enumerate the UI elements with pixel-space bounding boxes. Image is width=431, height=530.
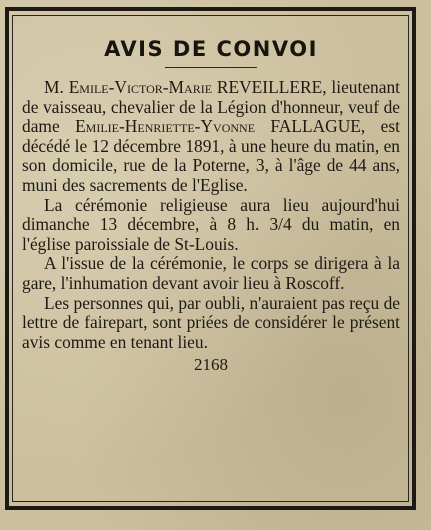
notice-paragraph-ceremony: La cérémonie religieuse aura lieu aujourd'hui dimanche 13 décembre, à 8 h. 3/4 du matin, en l'église paroissiale de St-Louis.: [22, 194, 400, 254]
deceased-description: , lieutenant de vaisseau, chevalier de la Légion d'honneur, veuf de dame: [22, 77, 400, 137]
deceased-prefix: M.: [44, 77, 69, 97]
death-details: , est décédé le 12 décembre 1891, à une heure du matin, en son domicile, rue de la Poterne, 3, à l'âge de 44 ans, muni des sacrements de l'Eglise.: [22, 116, 400, 195]
deceased-surname: REVEILLERE: [212, 77, 323, 97]
funeral-notice: [22, 22, 400, 492]
deceased-first-names: Emile-Victor-Marie: [68, 77, 213, 97]
notice-title: AVIS DE CONVOI: [104, 37, 318, 61]
spouse-surname: FALLAGUE: [255, 116, 361, 137]
notice-paragraph-deceased: [22, 78, 400, 196]
title-rule: [165, 67, 257, 68]
notice-paragraph-closing: Les personnes qui, par oubli, n'auraient pas reçu de lettre de fairepart, sont priées de considérer le présent avis comme en tenant lieu.: [22, 292, 400, 352]
notice-number: 2168: [194, 355, 228, 375]
notice-paragraph-burial: A l'issue de la cérémonie, le corps se dirigera à la gare, l'inhumation devant avoir lieu à Roscoff.: [22, 253, 400, 293]
spouse-first-names: Emilie-Henriette-Yvonne: [75, 116, 256, 137]
